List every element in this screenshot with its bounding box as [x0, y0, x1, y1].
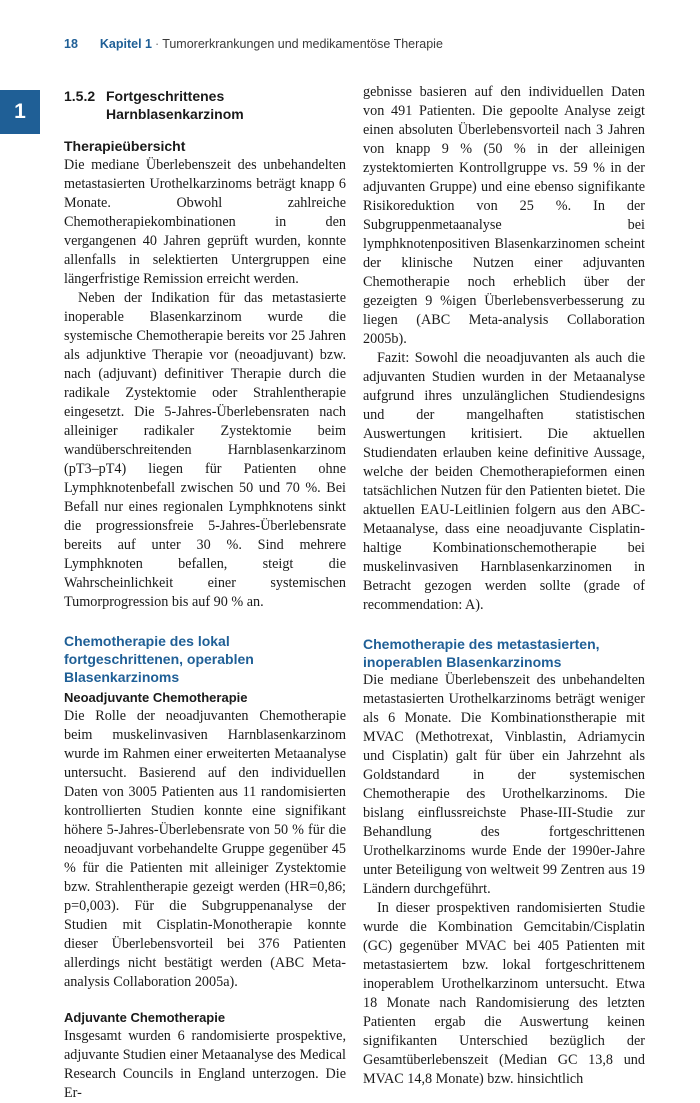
paragraph: Fazit: Sowohl die neoadjuvanten als auch die adjuvanten Studien wurden in der Metaanalyse aufgrund ihres unzulänglichen Studiendesigns und der mangelhaften statistischen Auswertungen kritisiert. Die aktuellen Studiendaten erlauben keine definitive Aussage, welche der beiden Chemotherapieformen einen tatsächlichen Nutzen für den Patienten bietet. Die aktuellen EAU-Leitlinien folgern aus den ABC-Metaanalyse, dass eine neoadjuvante Cisplatin-haltige Kombinationschemotherapie bei muskelinvasiven Harnblasenkarzinomen in Betracht gezogen werden sollte (grade of recommendation: A).	[363, 350, 645, 613]
heading-metastatic: Chemotherapie des metastasierten, inoperablen Blasenkarzinoms	[363, 636, 600, 670]
page-number: 18	[64, 37, 78, 51]
section-heading	[64, 87, 346, 123]
heading-local-advanced: Chemotherapie des lokal fortgeschrittenen, operablen Blasenkarzinoms	[64, 633, 254, 685]
paragraph: gebnisse basieren auf den individuellen Daten von 491 Patienten. Die gepoolte Analyse zeigt einen absoluten Überlebensvorteil nach 3 Jahren von knapp 9 % (50 % in der alleinigen zystektomierten Kontrollgruppe vs. 59 % in der adjuvanten Gruppe) und eine ebenso signifikante Risikoreduktion von 25 %. In der Subgruppenmetaanalyse bei lymphknotenpositiven Blasenkarzinomen scheint der klinische Nutzen einer adjuvanten Chemotherapie noch erheblich über der gezeigten 9 %igen Überlebensverbesserung zu liegen (ABC Meta-analysis Collaboration 2005b).	[363, 84, 645, 347]
subheading-neoadjuvant: Neoadjuvante Chemotherapie	[64, 690, 248, 705]
heading-therapy-overview: Therapieübersicht	[64, 138, 186, 154]
running-head	[64, 37, 443, 51]
paragraph: Die mediane Überlebenszeit des unbehandelten metastasierten Urothelkarzinoms beträgt knapp 6 Monate. Obwohl zahlreiche Chemotherapiekombinationen in den vergangenen 40 Jahren geprüft wurden, konnte allenfalls in selektierten Untergruppen eine längerfristige Remission erreicht werden.	[64, 157, 346, 287]
paragraph: Neben der Indikation für das metastasierte inoperable Blasenkarzinom wurde die systemische Chemotherapie bereits vor 25 Jahren als adjunktive Therapie vor (neoadjuvant) bzw. nach (adjuvant) definitiver Therapie durch die radikale Zystektomie oder Strahlentherapie eingesetzt. Die 5-Jahres-Überlebensraten nach alleiniger radikaler Zystektomie beim wandüberschreitenden Harnblasenkarzinom (pT3–pT4) liegen für Patienten ohne Lymphknotenbefall zwischen 50 und 70 %. Bei Befall nur eines regionalen Lymphknotens sinkt die progressionsfreie 5-Jahres-Überlebensrate bereits auf unter 30 %. Sind mehrere Lymphknoten befallen, steigt die Wahrscheinlichkeit einer systemischen Tumorprogression bis auf 90 % an.	[64, 290, 346, 610]
running-head-separator: ·	[155, 37, 160, 51]
section-number: 1.5.2	[64, 88, 96, 104]
right-column	[363, 84, 645, 1089]
chapter-label: Kapitel 1	[99, 37, 153, 51]
paragraph: In dieser prospektiven randomisierten Studie wurde die Kombination Gemcitabin/Cisplatin (GC) gegenüber MVAC bei 405 Patienten mit metastasiertem bzw. lokal fortgeschrittenem inoperablem Urothelkarzinom untersucht. Etwa 18 Monate nach Randomisierung des letzten Patienten ergab die Auswertung keinen signifikanten Unterschied bezüglich der Gesamtüberlebenszeit (Median GC 13,8 und MVAC 14,8 Monate) bzw. hinsichtlich	[363, 900, 645, 1087]
section-title: Fortgeschrittenes Harnblasenkarzinom	[106, 88, 244, 122]
paragraph: Insgesamt wurden 6 randomisierte prospektive, adjuvante Studien einer Metaanalyse des Medical Research Councils in England unterzogen. Die Er-	[64, 1028, 346, 1101]
chapter-tab: 1	[0, 90, 40, 134]
chapter-topic: Tumorerkrankungen und medikamentöse Therapie	[162, 37, 443, 51]
subheading-adjuvant: Adjuvante Chemotherapie	[64, 1010, 226, 1025]
left-column	[64, 87, 346, 1103]
paragraph: Die Rolle der neoadjuvanten Chemotherapie beim muskelinvasiven Harnblasenkarzinom wurde im Rahmen einer erweiterten Metaanalyse untersucht. Basierend auf den individuellen Daten von 3005 Patienten aus 11 randomisierten kontrollierten Studien konnte eine signifikant höhere 5-Jahres-Überlebensrate von 50 % für die neoadjuvant vorbehandelte Gruppe gegenüber 45 % für die Patienten mit alleiniger Zystektomie bzw. Strahlentherapie gezeigt werden (HR=0,86; p=0,003). Für die Subgruppenanalyse der Studien mit Cisplatin-Monotherapie konnte dieser Überlebensvorteil bei 376 Patienten allerdings nicht bestätigt werden (ABC Meta-analysis Collaboration 2005a).	[64, 708, 346, 990]
paragraph: Die mediane Überlebenszeit des unbehandelten metastasierten Urothelkarzinoms beträgt weniger als 6 Monate. Die Kombinationstherapie mit MVAC (Methotrexat, Vinblastin, Adriamycin und Cisplatin) galt für über ein Jahrzehnt als Goldstandard in der systemischen Chemotherapie des Urothelkarzinoms. Die bislang einflussreichste Phase-III-Studie zur Behandlung des fortgeschrittenen Urothelkarzinoms wurde Ende der 1990er-Jahre unter Beteiligung von weltweit 99 Zentren aus 19 Ländern durchgeführt.	[363, 672, 645, 897]
